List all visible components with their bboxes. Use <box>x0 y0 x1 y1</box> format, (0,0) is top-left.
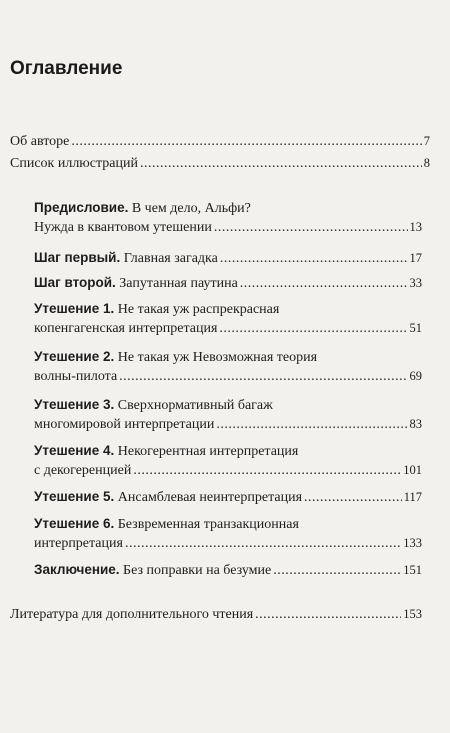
entry-title-cont: многомировой интерпретации <box>34 417 215 432</box>
entry-title-cont: копенгагенская интерпретация <box>34 321 218 336</box>
dot-leader <box>220 249 408 268</box>
toc-entry-consolation-4 <box>34 441 422 480</box>
entry-lead: Заключение. <box>34 562 120 577</box>
entry-page: 117 <box>403 490 422 504</box>
entry-page: 13 <box>409 220 422 234</box>
dot-leader <box>219 319 407 338</box>
entry-title: Главная загадка <box>123 251 218 266</box>
entry-title: В чем дело, Альфи? <box>131 201 251 216</box>
dot-leader <box>240 274 408 293</box>
entry-page: 133 <box>403 536 422 550</box>
toc-entry-step-two <box>34 273 422 293</box>
entry-page: 69 <box>409 369 422 383</box>
page-title: Оглавление <box>10 58 123 79</box>
entry-lead: Утешение 1. <box>34 301 115 316</box>
entry-page: 17 <box>409 251 422 265</box>
dot-leader <box>140 154 422 173</box>
entry-lead: Утешение 3. <box>34 397 115 412</box>
toc-entry-consolation-5 <box>34 487 422 507</box>
entry-page: 33 <box>409 276 422 290</box>
entry-page: 83 <box>409 417 422 431</box>
toc-entry-further-reading <box>10 605 422 624</box>
entry-title: Литература для дополнительного чтения <box>10 607 254 622</box>
entry-title-cont: волны-пилота <box>34 369 118 384</box>
entry-title: Не такая уж Невозможная теория <box>117 350 318 365</box>
dot-leader <box>119 367 407 386</box>
toc-entry-consolation-6 <box>34 514 422 553</box>
entry-title: Об авторе <box>10 134 70 149</box>
entry-page: 51 <box>409 321 422 335</box>
entry-title: Безвременная транзакционная <box>117 517 299 532</box>
entry-lead: Утешение 2. <box>34 349 115 364</box>
toc-entry-illustrations <box>10 154 430 173</box>
entry-page: 153 <box>403 607 422 621</box>
entry-page: 7 <box>423 134 430 148</box>
entry-page: 101 <box>403 463 422 477</box>
entry-lead: Шаг первый. <box>34 250 121 265</box>
toc-entry-consolation-2 <box>34 347 422 386</box>
entry-title-cont: с декогеренцией <box>34 463 132 478</box>
toc-entry-about-author <box>10 132 430 151</box>
entry-title: Сверхнормативный багаж <box>117 398 273 413</box>
entry-page: 151 <box>403 563 422 577</box>
dot-leader <box>214 218 408 237</box>
entry-title: Ансамблевая неинтерпретация <box>117 490 303 505</box>
toc-entry-preface <box>34 198 422 237</box>
entry-title: Без поправки на безумие <box>123 563 272 578</box>
entry-title: Запутанная паутина <box>119 276 238 291</box>
toc-entry-consolation-1 <box>34 299 422 338</box>
entry-title-cont: Нужда в квантовом утешении <box>34 220 212 235</box>
entry-title-cont: интерпретация <box>34 536 123 551</box>
entry-title: Не такая уж распрекрасная <box>117 302 280 317</box>
dot-leader <box>216 415 407 434</box>
entry-title: Список иллюстраций <box>10 156 138 171</box>
entry-page: 8 <box>423 156 430 170</box>
dot-leader <box>71 132 421 151</box>
toc-entry-step-one <box>34 248 422 268</box>
entry-title: Некогерентная интерпретация <box>117 444 299 459</box>
dot-leader <box>125 534 401 553</box>
entry-lead: Шаг второй. <box>34 275 116 290</box>
entry-lead: Утешение 6. <box>34 516 115 531</box>
entry-lead: Предисловие. <box>34 200 129 215</box>
dot-leader <box>133 461 401 480</box>
toc-entry-consolation-3 <box>34 395 422 434</box>
dot-leader <box>255 605 401 624</box>
entry-lead: Утешение 5. <box>34 489 115 504</box>
dot-leader <box>304 488 402 507</box>
toc-entry-conclusion <box>34 560 422 580</box>
entry-lead: Утешение 4. <box>34 443 115 458</box>
dot-leader <box>273 561 401 580</box>
